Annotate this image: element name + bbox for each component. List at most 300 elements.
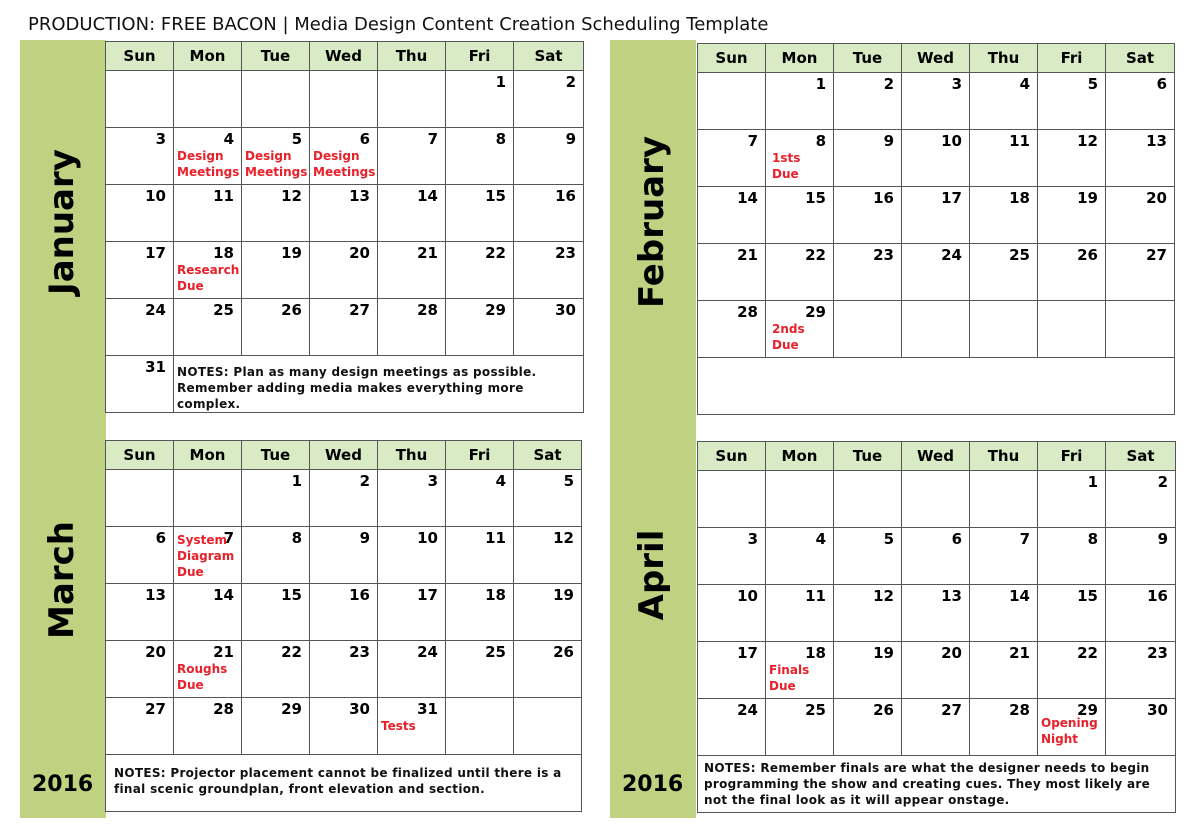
day-number: 5 (563, 472, 574, 490)
day-number: 4 (495, 472, 506, 490)
day-cell (834, 528, 902, 585)
day-cell (834, 130, 902, 187)
weekday-header: Mon (174, 42, 242, 71)
day-number: 28 (1009, 701, 1030, 719)
day-number: 23 (349, 643, 370, 661)
day-cell (902, 642, 970, 699)
day-cell (834, 187, 902, 244)
event-label: 2nds Due (772, 322, 805, 352)
day-cell (446, 527, 514, 584)
day-number: 4 (815, 530, 826, 548)
day-number: 22 (805, 246, 826, 264)
week-row (106, 641, 582, 698)
day-cell (1106, 528, 1176, 585)
day-cell (1038, 73, 1106, 130)
day-cell (902, 244, 970, 301)
day-cell (902, 699, 970, 756)
day-number (446, 698, 513, 701)
day-cell (970, 187, 1038, 244)
day-number: 10 (737, 587, 758, 605)
day-number: 15 (485, 187, 506, 205)
day-number: 28 (213, 700, 234, 718)
day-number: 20 (349, 244, 370, 262)
day-cell (1038, 585, 1106, 642)
day-cell (766, 130, 834, 187)
weekday-header: Tue (834, 44, 902, 73)
day-number: 3 (951, 75, 962, 93)
week-row (698, 301, 1175, 358)
day-number: 10 (145, 187, 166, 205)
day-number: 22 (485, 244, 506, 262)
weekday-header: Thu (970, 44, 1038, 73)
day-number: 17 (417, 586, 438, 604)
day-number: 23 (873, 246, 894, 264)
day-number: 7 (427, 130, 438, 148)
day-cell (106, 299, 174, 356)
day-number: 24 (145, 301, 166, 319)
day-cell (698, 528, 766, 585)
day-cell (446, 470, 514, 527)
day-number: 14 (1009, 587, 1030, 605)
week-row (698, 244, 1175, 301)
day-number: 9 (883, 132, 894, 150)
calendar-january (105, 41, 584, 413)
event-label: System Diagram Due (177, 533, 235, 579)
event-label: Design Meetings (177, 149, 240, 179)
week-row (698, 528, 1176, 585)
day-cell (1106, 301, 1175, 358)
day-cell (1038, 130, 1106, 187)
day-cell (378, 242, 446, 299)
day-number: 26 (1077, 246, 1098, 264)
day-cell (698, 585, 766, 642)
event-label: Finals Due (769, 663, 810, 693)
notes-cell (106, 755, 582, 812)
day-number: 12 (281, 187, 302, 205)
day-number: 16 (873, 189, 894, 207)
calendar-april (697, 441, 1176, 813)
day-cell (446, 242, 514, 299)
day-cell (310, 527, 378, 584)
day-number (378, 71, 445, 74)
day-cell (514, 470, 582, 527)
day-cell (1038, 187, 1106, 244)
day-number: 16 (1147, 587, 1168, 605)
day-cell (106, 470, 174, 527)
day-cell (446, 128, 514, 185)
day-number: 22 (1077, 644, 1098, 662)
day-cell (514, 185, 584, 242)
day-cell (970, 130, 1038, 187)
weekday-header: Fri (446, 42, 514, 71)
day-number (174, 71, 241, 74)
day-cell (1038, 471, 1106, 528)
weekday-header: Tue (834, 442, 902, 471)
day-number (698, 73, 765, 76)
day-cell (174, 470, 242, 527)
day-number (106, 470, 173, 473)
event-label: 1sts Due (772, 151, 801, 181)
day-cell (242, 71, 310, 128)
week-row (106, 185, 584, 242)
day-cell (970, 73, 1038, 130)
day-number: 18 (1009, 189, 1030, 207)
day-cell (1038, 699, 1106, 756)
month-name-february: February (632, 135, 672, 309)
day-number: 17 (737, 644, 758, 662)
day-cell (514, 299, 584, 356)
day-number: 13 (941, 587, 962, 605)
weekday-header: Mon (766, 442, 834, 471)
day-number: 1 (495, 73, 506, 91)
month-name-april: April (632, 529, 672, 621)
week-row (698, 471, 1176, 528)
day-cell (766, 187, 834, 244)
day-cell (106, 356, 174, 413)
week-row (106, 242, 584, 299)
day-number: 21 (417, 244, 438, 262)
day-cell (1038, 301, 1106, 358)
day-cell (1038, 244, 1106, 301)
event-label: Design Meetings (245, 149, 308, 179)
day-cell (446, 641, 514, 698)
notes-text: NOTES: Plan as many design meetings as possible. Remember adding media makes everything more complex. (177, 365, 537, 411)
day-number: 22 (281, 643, 302, 661)
week-row (106, 71, 584, 128)
day-number: 5 (1087, 75, 1098, 93)
day-cell (834, 301, 902, 358)
day-number: 5 (291, 130, 302, 148)
day-cell (834, 471, 902, 528)
day-number: 25 (485, 643, 506, 661)
day-number (970, 471, 1037, 474)
week-row (106, 698, 582, 755)
day-cell (310, 470, 378, 527)
day-cell (242, 299, 310, 356)
day-number: 2 (565, 73, 576, 91)
day-cell (514, 527, 582, 584)
day-cell (766, 528, 834, 585)
day-cell (310, 299, 378, 356)
weekday-header: Sat (1106, 44, 1175, 73)
day-cell (698, 187, 766, 244)
day-number: 12 (873, 587, 894, 605)
day-number: 31 (417, 700, 438, 718)
day-number: 27 (349, 301, 370, 319)
day-cell (766, 301, 834, 358)
day-cell (378, 71, 446, 128)
week-row (106, 755, 582, 812)
day-number: 6 (951, 530, 962, 548)
day-cell (242, 698, 310, 755)
day-cell (698, 471, 766, 528)
day-cell (106, 71, 174, 128)
day-number: 13 (145, 586, 166, 604)
day-cell (446, 698, 514, 755)
day-cell (106, 128, 174, 185)
day-number: 1 (815, 75, 826, 93)
day-number: 21 (1009, 644, 1030, 662)
event-label: Design Meetings (313, 149, 376, 179)
day-cell (902, 187, 970, 244)
day-number: 7 (747, 132, 758, 150)
day-number: 8 (1087, 530, 1098, 548)
day-cell (970, 585, 1038, 642)
day-cell (378, 470, 446, 527)
day-number: 8 (815, 132, 826, 150)
weekday-header: Sun (106, 441, 174, 470)
weekday-header: Sat (514, 441, 582, 470)
day-cell (698, 244, 766, 301)
calendar-march (105, 440, 582, 812)
day-number: 29 (485, 301, 506, 319)
day-number: 5 (883, 530, 894, 548)
day-cell (1038, 642, 1106, 699)
day-cell (446, 584, 514, 641)
day-cell (174, 641, 242, 698)
day-cell (174, 71, 242, 128)
day-cell (1106, 642, 1176, 699)
weekday-header: Tue (242, 42, 310, 71)
day-cell (242, 128, 310, 185)
day-cell (970, 699, 1038, 756)
day-number: 27 (941, 701, 962, 719)
day-number: 30 (555, 301, 576, 319)
day-number: 25 (1009, 246, 1030, 264)
day-number: 6 (155, 529, 166, 547)
week-row (698, 358, 1175, 415)
day-number: 8 (495, 130, 506, 148)
day-number: 15 (281, 586, 302, 604)
day-cell (242, 185, 310, 242)
day-cell (174, 242, 242, 299)
day-number: 14 (213, 586, 234, 604)
day-cell (174, 128, 242, 185)
day-number: 19 (553, 586, 574, 604)
week-row (106, 128, 584, 185)
day-number: 20 (145, 643, 166, 661)
day-cell (698, 699, 766, 756)
day-cell (106, 242, 174, 299)
day-number: 10 (941, 132, 962, 150)
weekday-header: Fri (1038, 442, 1106, 471)
day-cell (310, 641, 378, 698)
day-number: 21 (213, 643, 234, 661)
week-row (106, 527, 582, 584)
day-cell (834, 73, 902, 130)
day-number: 23 (1147, 644, 1168, 662)
day-cell (378, 584, 446, 641)
day-number: 29 (1077, 701, 1098, 719)
day-cell (834, 244, 902, 301)
day-cell (378, 185, 446, 242)
day-cell (766, 699, 834, 756)
day-number: 18 (213, 244, 234, 262)
day-number: 30 (1147, 701, 1168, 719)
day-number: 4 (223, 130, 234, 148)
day-cell (514, 128, 584, 185)
day-cell (242, 470, 310, 527)
day-cell (1106, 471, 1176, 528)
day-number: 27 (1146, 246, 1167, 264)
week-row (698, 699, 1176, 756)
week-row (698, 585, 1176, 642)
day-cell (242, 584, 310, 641)
day-number: 26 (281, 301, 302, 319)
weekday-header-row (698, 442, 1176, 471)
day-number: 1 (1087, 473, 1098, 491)
weekday-header: Wed (902, 44, 970, 73)
weekday-header-row (106, 42, 584, 71)
weekday-header: Thu (378, 441, 446, 470)
weekday-header: Sun (106, 42, 174, 71)
day-cell (310, 584, 378, 641)
weekday-header: Sat (514, 42, 584, 71)
day-cell (106, 527, 174, 584)
day-number: 19 (873, 644, 894, 662)
day-cell (970, 471, 1038, 528)
day-cell (310, 185, 378, 242)
day-number: 6 (1156, 75, 1167, 93)
day-number: 10 (417, 529, 438, 547)
day-number: 6 (359, 130, 370, 148)
day-cell (378, 299, 446, 356)
day-cell (1106, 699, 1176, 756)
day-number: 8 (291, 529, 302, 547)
day-number: 31 (145, 358, 166, 376)
day-cell (378, 641, 446, 698)
day-cell (970, 244, 1038, 301)
day-cell (174, 185, 242, 242)
day-cell (766, 585, 834, 642)
day-cell (766, 642, 834, 699)
day-cell (174, 584, 242, 641)
month-name-january: January (42, 149, 82, 295)
day-cell (514, 698, 582, 755)
day-cell (1106, 585, 1176, 642)
day-cell (902, 73, 970, 130)
day-number: 12 (553, 529, 574, 547)
year-label-right: 2016 (622, 772, 684, 797)
week-row (698, 73, 1175, 130)
day-number: 28 (737, 303, 758, 321)
day-number: 24 (941, 246, 962, 264)
day-number: 2 (883, 75, 894, 93)
day-cell (970, 301, 1038, 358)
day-cell (378, 128, 446, 185)
day-cell (310, 698, 378, 755)
day-number: 16 (349, 586, 370, 604)
day-cell (446, 299, 514, 356)
day-number: 18 (485, 586, 506, 604)
day-number: 29 (805, 303, 826, 321)
day-number: 26 (873, 701, 894, 719)
day-cell (310, 128, 378, 185)
notes-text: NOTES: Projector placement cannot be finalized until there is a final scenic groundplan, front elevation and section. (114, 766, 562, 796)
day-cell (106, 698, 174, 755)
day-cell (766, 73, 834, 130)
day-number: 1 (291, 472, 302, 490)
week-row (698, 756, 1176, 813)
day-cell (106, 584, 174, 641)
notes-text: NOTES: Remember finals are what the designer needs to begin programming the show and creating cues. They most likely are not the final look as it will appear onstage. (704, 761, 1151, 807)
day-number: 9 (1157, 530, 1168, 548)
day-cell (1106, 73, 1175, 130)
day-number (902, 471, 969, 474)
notes-cell (174, 356, 584, 413)
day-number: 19 (1077, 189, 1098, 207)
week-row (698, 642, 1176, 699)
day-number: 3 (155, 130, 166, 148)
week-row (106, 356, 584, 413)
day-number: 24 (737, 701, 758, 719)
day-cell (446, 71, 514, 128)
day-cell (902, 471, 970, 528)
weekday-header: Wed (310, 441, 378, 470)
event-label: Opening Night (1041, 716, 1098, 746)
day-cell (970, 528, 1038, 585)
day-number: 17 (941, 189, 962, 207)
day-number: 13 (349, 187, 370, 205)
week-row (106, 584, 582, 641)
weekday-header: Mon (766, 44, 834, 73)
day-number: 18 (805, 644, 826, 662)
day-cell (514, 71, 584, 128)
day-number (834, 471, 901, 474)
weekday-header: Thu (378, 42, 446, 71)
day-number: 29 (281, 700, 302, 718)
event-label: Research Due (177, 263, 240, 293)
page-title: PRODUCTION: FREE BACON | Media Design Content Creation Scheduling Template (28, 14, 769, 35)
day-cell (310, 71, 378, 128)
day-cell (1106, 130, 1175, 187)
day-cell (514, 242, 584, 299)
day-cell (766, 244, 834, 301)
day-number: 14 (737, 189, 758, 207)
week-row (698, 130, 1175, 187)
day-number: 7 (1019, 530, 1030, 548)
day-cell (902, 130, 970, 187)
weekday-header: Fri (1038, 44, 1106, 73)
day-number (766, 471, 833, 474)
day-number: 14 (417, 187, 438, 205)
day-number: 20 (1146, 189, 1167, 207)
weekday-header-row (106, 441, 582, 470)
day-number (106, 71, 173, 74)
day-cell (174, 527, 242, 584)
day-number: 11 (213, 187, 234, 205)
day-number: 12 (1077, 132, 1098, 150)
day-number: 23 (555, 244, 576, 262)
day-cell (514, 584, 582, 641)
day-cell (902, 528, 970, 585)
day-cell (514, 641, 582, 698)
day-number: 11 (805, 587, 826, 605)
weekday-header-row (698, 44, 1175, 73)
day-cell (834, 642, 902, 699)
day-cell (902, 585, 970, 642)
event-label: Tests (381, 719, 416, 733)
day-number: 17 (145, 244, 166, 262)
weekday-header: Sat (1106, 442, 1176, 471)
day-number: 25 (213, 301, 234, 319)
day-number: 24 (417, 643, 438, 661)
day-cell (834, 585, 902, 642)
day-cell (698, 73, 766, 130)
day-number: 16 (555, 187, 576, 205)
day-number (514, 698, 581, 701)
day-number: 3 (427, 472, 438, 490)
